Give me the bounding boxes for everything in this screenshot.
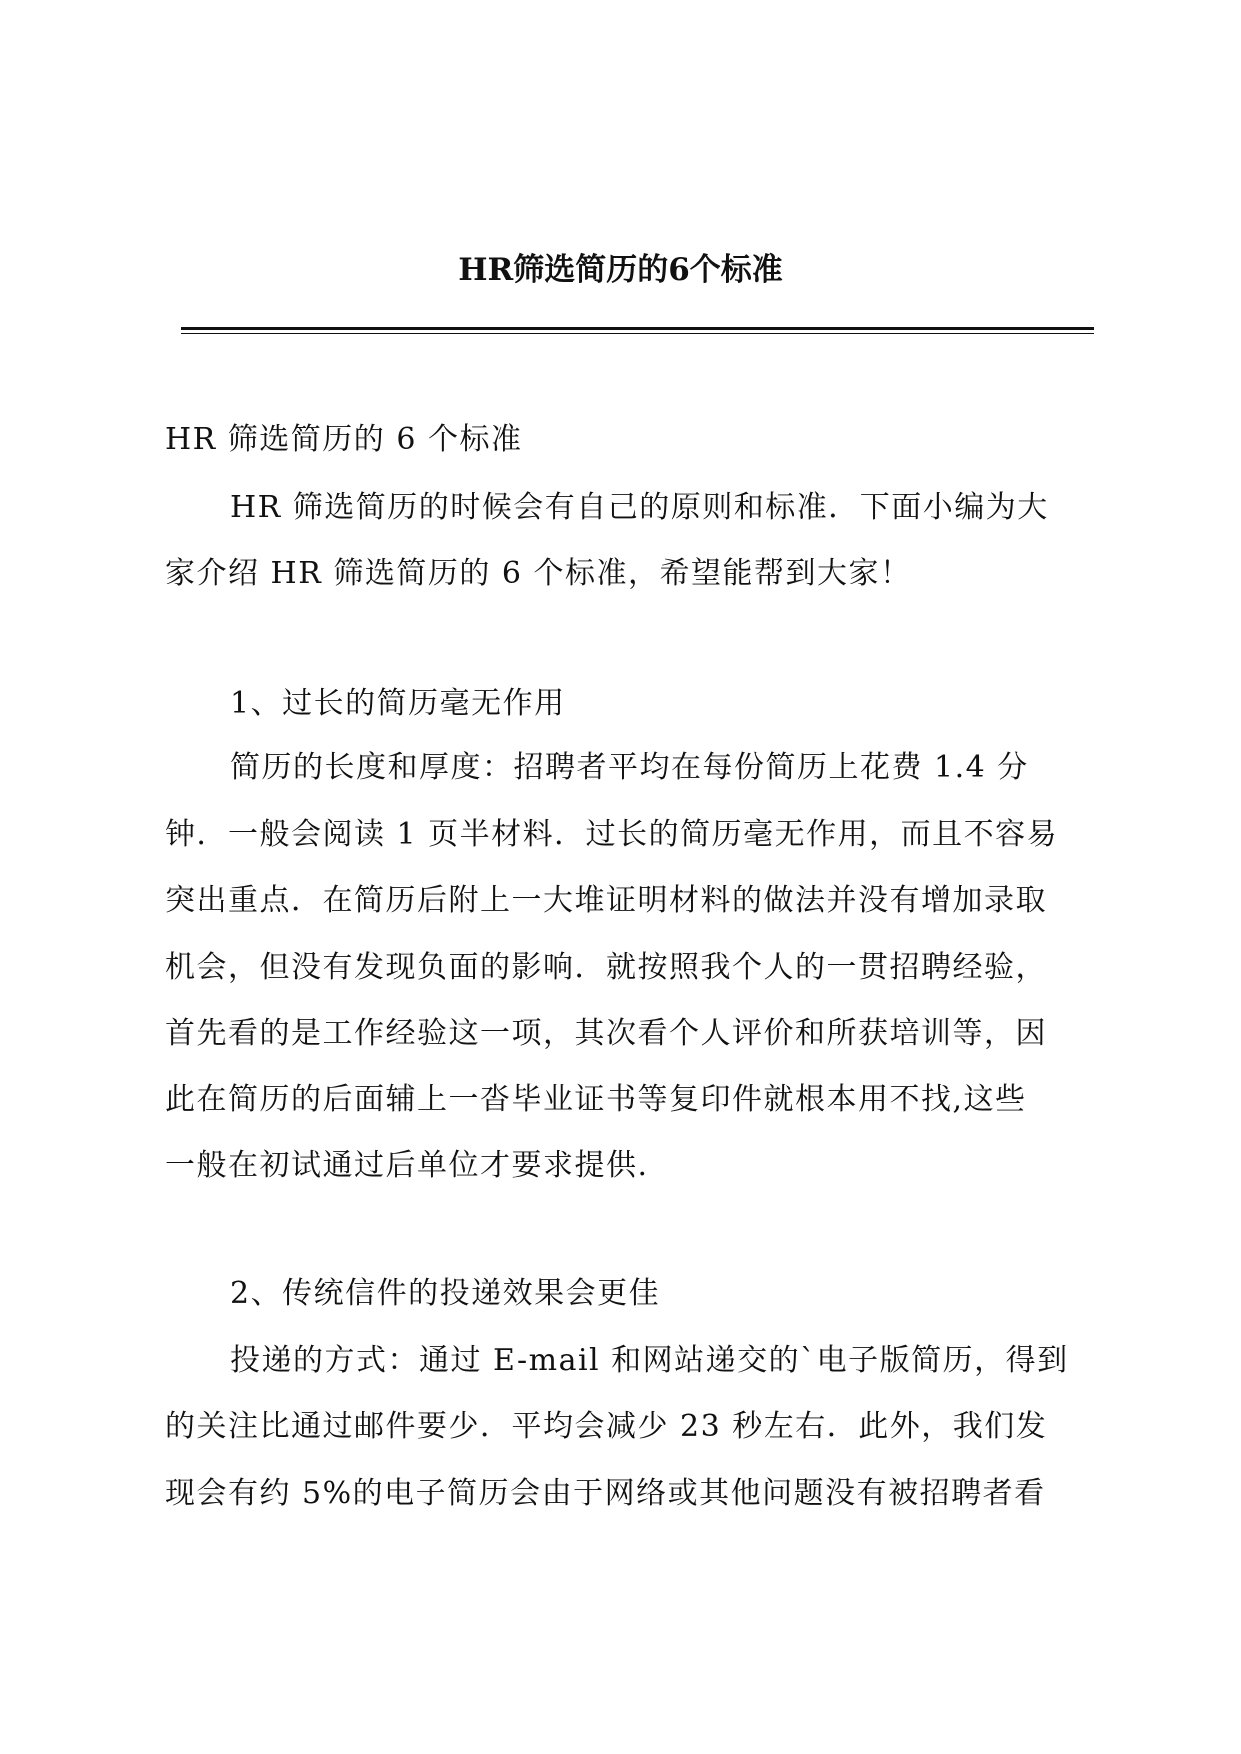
text-line: 投递的方式：通过 E-mail 和网站递交的`电子版简历，得到 xyxy=(230,1343,1069,1378)
text-line: 的关注比通过邮件要少．平均会减少 23 秒左右．此外，我们发 xyxy=(165,1409,1048,1444)
text-line: 突出重点．在简历后附上一大堆证明材料的做法并没有增加录取 xyxy=(165,883,1047,918)
text-line: HR 筛选简历的时候会有自己的原则和标准．下面小编为大 xyxy=(230,490,1049,525)
title-rule-thick xyxy=(181,327,1094,330)
text-line: HR 筛选简历的 6 个标准 xyxy=(165,422,523,457)
text-line: 一般在初试通过后单位才要求提供. xyxy=(165,1148,649,1183)
text-line: 首先看的是工作经验这一项，其次看个人评价和所获培训等，因 xyxy=(165,1016,1047,1051)
section-heading: 2、传统信件的投递效果会更佳 xyxy=(230,1276,661,1311)
text-line: 钟．一般会阅读 1 页半材料．过长的简历毫无作用，而且不容易 xyxy=(165,817,1059,852)
text-line: 现会有约 5%的电子简历会由于网络或其他问题没有被招聘者看 xyxy=(165,1476,1046,1511)
text-line: 家介绍 HR 筛选简历的 6 个标准，希望能帮到大家！ xyxy=(165,556,912,591)
section-heading: 1、过长的简历毫无作用 xyxy=(230,686,566,721)
text-line: 简历的长度和厚度：招聘者平均在每份简历上花费 1.4 分 xyxy=(230,750,1029,785)
page-title: HR筛选简历的6个标准 xyxy=(458,252,783,288)
text-line: 此在简历的后面辅上一沓毕业证书等复印件就根本用不找,这些 xyxy=(165,1082,1027,1117)
title-rule-thin xyxy=(181,333,1094,334)
text-line: 机会，但没有发现负面的影响．就按照我个人的一贯招聘经验， xyxy=(165,950,1047,985)
